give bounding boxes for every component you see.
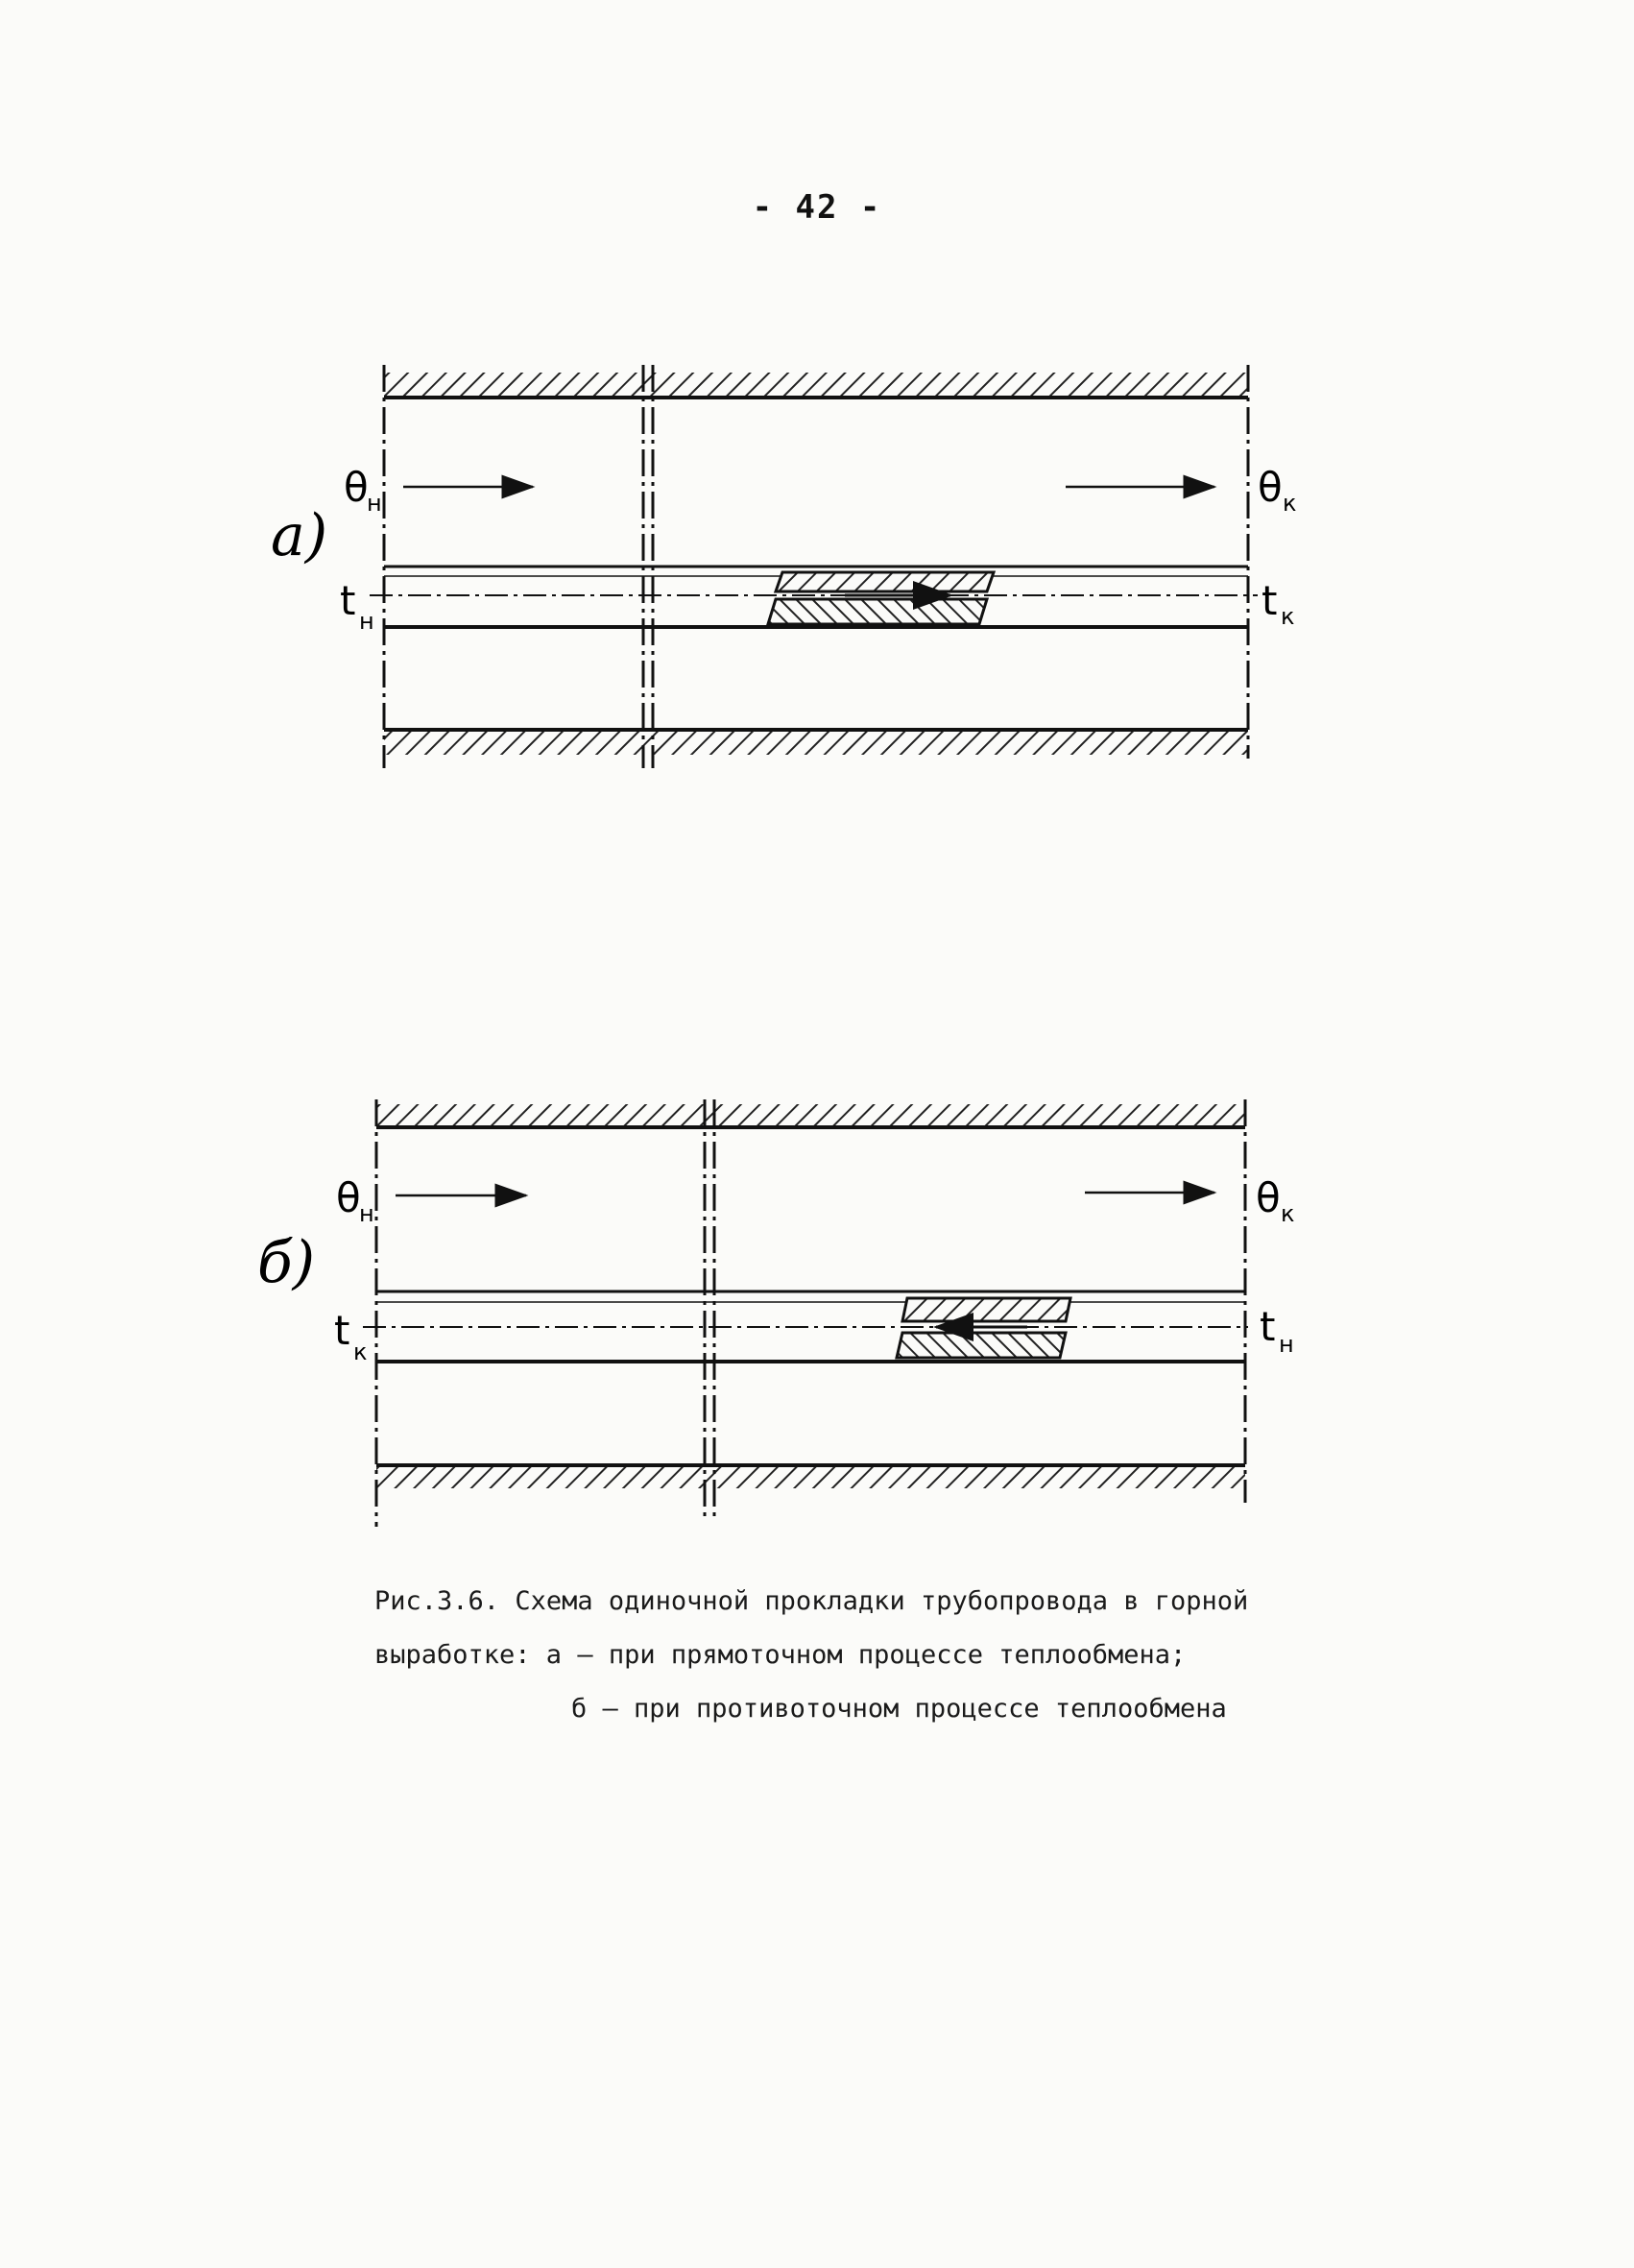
theta-in-sub-a: н: [367, 490, 382, 517]
caption-line-1-text: Схема одиночной прокладки трубопровода в горной: [515, 1586, 1249, 1616]
t-left-a: t: [340, 577, 356, 624]
caption-line-3: б – при противоточном процессе теплообмена: [571, 1694, 1227, 1724]
theta-out-sub-a: к: [1283, 490, 1297, 517]
theta-out-a: θ: [1258, 464, 1283, 511]
t-left-sub-a: н: [359, 608, 374, 635]
t-left-b: t: [334, 1307, 350, 1354]
rock-top-b: [376, 1104, 1245, 1127]
caption-line-2: выработке: а – при прямоточном процессе теплообмена;: [374, 1640, 1187, 1670]
theta-out-sub-b: к: [1281, 1200, 1295, 1227]
t-right-sub-a: к: [1281, 603, 1295, 630]
theta-in-b: θ: [336, 1174, 361, 1221]
pipe-cutaway-a: [768, 572, 994, 624]
t-left-sub-b: к: [353, 1339, 368, 1365]
diagram-b: [257, 1099, 1295, 1527]
page-number: - 42 -: [752, 188, 882, 227]
t-right-a: t: [1262, 577, 1278, 624]
t-right-sub-b: н: [1279, 1331, 1294, 1358]
diagram-a-label: а): [271, 502, 328, 569]
theta-in-a: θ: [344, 464, 369, 511]
rock-bottom-a: [384, 732, 1248, 755]
t-right-b: t: [1260, 1303, 1276, 1350]
theta-out-b: θ: [1256, 1174, 1281, 1221]
figure-caption: [374, 1575, 1411, 1736]
theta-in-sub-b: н: [359, 1200, 374, 1227]
caption-figure-number: Рис.3.6.: [374, 1586, 500, 1616]
caption-line-1: [374, 1575, 1411, 1629]
rock-bottom-b: [376, 1467, 1245, 1488]
diagram-b-label: б): [257, 1229, 316, 1296]
rock-top-a: [384, 373, 1248, 396]
diagram-a: [271, 365, 1297, 768]
